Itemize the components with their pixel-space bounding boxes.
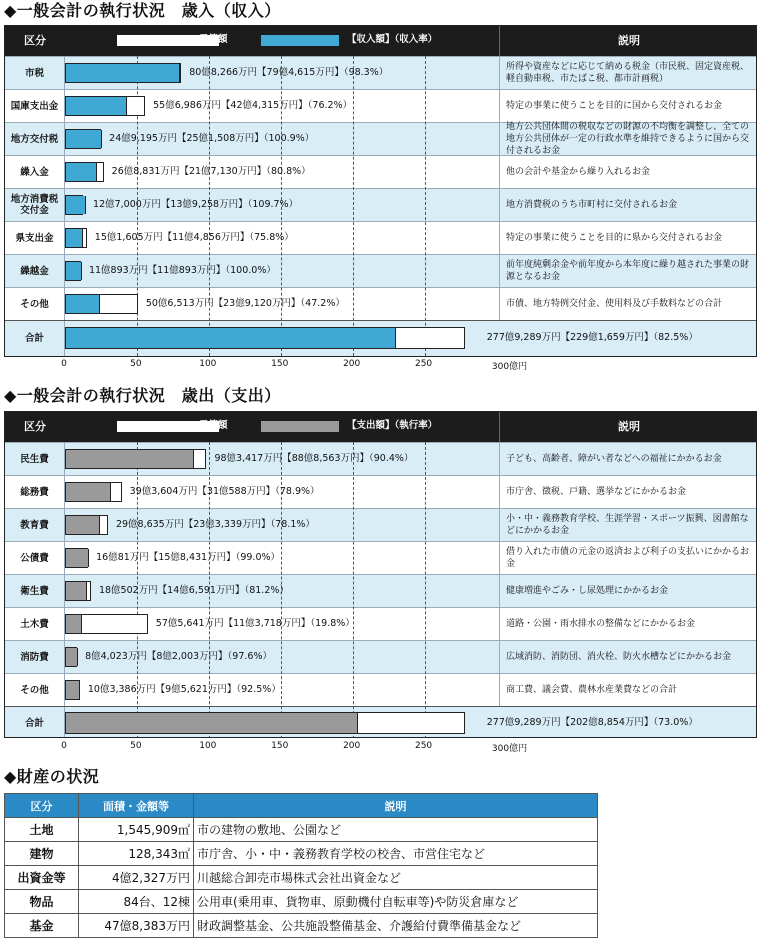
- data-label: 10億3,386万円【9億5,621万円】（92.5%）: [87, 683, 281, 695]
- chart-row: [5, 155, 756, 188]
- chart-row: [5, 607, 756, 640]
- chart-row: [5, 188, 756, 221]
- expenditure-title: ◆一般会計の執行状況 歳出（支出）: [4, 386, 281, 405]
- category-label: 民生費: [5, 443, 65, 475]
- data-label: 50億6,513万円【23億9,120万円】（47.2%）: [145, 297, 345, 309]
- data-label: 277億9,289万円【202億8,854万円】（73.0%）: [486, 716, 698, 728]
- data-label: 26億8,831万円【21億7,130万円】（80.8%）: [111, 165, 311, 177]
- asset-desc: 川越総合卸売市場株式会社出資金など: [194, 866, 598, 890]
- tick-label: 250: [414, 741, 433, 751]
- category-desc: 特定の事業に使うことを目的に県から交付されるお金: [499, 222, 757, 254]
- data-label: 16億81万円【15億8,431万円】（99.0%）: [96, 551, 281, 563]
- tick-label: 50: [130, 359, 142, 369]
- category-label: 地方交付税: [5, 123, 65, 155]
- category-desc: 地方公共団体間の税収などの財源の不均衡を調整し、全ての地方公共団体が一定の行政水準を維持できるように国から交付されるお金: [499, 123, 757, 155]
- tick-label: 300億円: [491, 744, 528, 754]
- chart-row: [5, 89, 756, 122]
- table-row: [5, 818, 598, 842]
- asset-category: 土地: [5, 818, 79, 842]
- tick-label: 200: [343, 741, 361, 751]
- chart-row: [5, 574, 756, 607]
- assets-header-amount: 面積・金額等: [79, 794, 194, 818]
- category-label: 県支出金: [5, 222, 65, 254]
- category-desc: 前年度純剰余金や前年度から本年度に繰り越された事業の財源となるお金: [499, 255, 757, 287]
- data-label: 8億4,023万円【8億2,003万円】（97.6%）: [85, 650, 272, 662]
- expenditure-header-desc: 説明: [499, 412, 757, 442]
- category-label: 合計: [5, 321, 65, 356]
- revenue-header-kubun: 区分: [24, 34, 46, 47]
- category-label: 総務費: [5, 476, 65, 508]
- data-label: 18億502万円【14億6,591万円】（81.2%）: [98, 584, 289, 596]
- assets-header-desc: 説明: [194, 794, 598, 818]
- category-label: 消防費: [5, 641, 65, 673]
- chart-row: [5, 508, 756, 541]
- category-desc: 市債、地方特例交付金、使用料及び手数料などの合計: [499, 288, 757, 320]
- expenditure-header: [5, 412, 756, 442]
- revenue-legend: [65, 26, 499, 56]
- category-label: 地方消費税 交付金: [5, 189, 65, 221]
- chart-row: [5, 320, 756, 356]
- asset-category: 基金: [5, 914, 79, 938]
- chart-row: [5, 287, 756, 320]
- chart-row: [5, 442, 756, 475]
- legend-actual-label: 【収入額】（収入率）: [347, 34, 438, 45]
- chart-row: [5, 706, 756, 738]
- category-desc: 子ども、高齢者、障がい者などへの福祉にかかるお金: [499, 443, 757, 475]
- expenditure-header-kubun: 区分: [24, 420, 46, 433]
- category-label: 教育費: [5, 509, 65, 541]
- asset-category: 出資金等: [5, 866, 79, 890]
- assets-header-row: [5, 794, 598, 818]
- table-row: [5, 914, 598, 938]
- asset-amount: 84台、12棟: [79, 890, 194, 914]
- data-label: 15億1,605万円【11億4,856万円】（75.8%）: [94, 231, 294, 243]
- chart-row: [5, 254, 756, 287]
- tick-label: 150: [271, 359, 289, 369]
- legend-budget-label: 予算額: [199, 420, 228, 431]
- table-row: [5, 842, 598, 866]
- legend-actual-swatch: [261, 35, 339, 46]
- asset-amount: 1,545,909㎡: [79, 818, 194, 842]
- data-label: 12億7,000万円【13億9,258万円】（109.7%）: [93, 198, 299, 210]
- category-desc: 健康増進やごみ・し尿処理にかかるお金: [499, 575, 757, 607]
- table-row: [5, 866, 598, 890]
- assets-table: [4, 793, 598, 938]
- data-label: 11億893万円【11億893万円】（100.0%）: [88, 264, 276, 276]
- revenue-x-axis: [4, 359, 564, 375]
- revenue-header-desc: 説明: [499, 26, 757, 56]
- revenue-header: [5, 26, 756, 56]
- table-row: [5, 890, 598, 914]
- asset-desc: 市庁舎、小・中・義務教育学校の校舎、市営住宅など: [194, 842, 598, 866]
- category-desc: 市庁舎、徴税、戸籍、選挙などにかかるお金: [499, 476, 757, 508]
- asset-desc: 市の建物の敷地、公園など: [194, 818, 598, 842]
- data-label: 39億3,604万円【31億588万円】（78.9%）: [129, 485, 320, 497]
- data-label: 277億9,289万円【229億1,659万円】（82.5%）: [486, 332, 698, 343]
- asset-desc: 財政調整基金、公共施設整備基金、介護給付費準備基金など: [194, 914, 598, 938]
- category-desc: 地方消費税のうち市町村に交付されるお金: [499, 189, 757, 221]
- asset-amount: 47億8,383万円: [79, 914, 194, 938]
- category-label: 公債費: [5, 542, 65, 574]
- expenditure-chart-table: [4, 411, 757, 738]
- assets-title: ◆財産の状況: [4, 767, 100, 786]
- category-label: 土木費: [5, 608, 65, 640]
- category-desc: 借り入れた市債の元金の返済および利子の支払いにかかるお金: [499, 542, 757, 574]
- asset-category: 物品: [5, 890, 79, 914]
- category-label: 市税: [5, 57, 65, 89]
- category-label: その他: [5, 674, 65, 706]
- data-label: 55億6,986万円【42億4,315万円】（76.2%）: [153, 99, 353, 111]
- tick-label: 0: [61, 741, 67, 751]
- category-desc: 広域消防、消防団、消火栓、防火水槽などにかかるお金: [499, 641, 757, 673]
- asset-amount: 4億2,327万円: [79, 866, 194, 890]
- chart-row: [5, 221, 756, 254]
- chart-row: [5, 475, 756, 508]
- tick-label: 100: [199, 741, 217, 751]
- expenditure-legend: [65, 412, 499, 442]
- data-label: 24億9,195万円【25億1,508万円】（100.9%）: [109, 132, 315, 144]
- legend-budget-label: 予算額: [199, 34, 228, 45]
- data-label: 98億3,417万円【88億8,563万円】（90.4%）: [214, 452, 414, 464]
- category-label: 繰入金: [5, 156, 65, 188]
- chart-row: [5, 640, 756, 673]
- data-label: 80億8,266万円【79億4,615万円】（98.3%）: [189, 66, 389, 78]
- category-label: その他: [5, 288, 65, 320]
- tick-label: 0: [61, 359, 67, 369]
- asset-category: 建物: [5, 842, 79, 866]
- legend-actual-label: 【支出額】（執行率）: [347, 420, 438, 431]
- chart-row: [5, 673, 756, 706]
- category-desc: 商工費、議会費、農林水産業費などの合計: [499, 674, 757, 706]
- asset-amount: 128,343㎡: [79, 842, 194, 866]
- tick-label: 100: [199, 359, 217, 369]
- category-label: 国庫支出金: [5, 90, 65, 122]
- tick-label: 300億円: [491, 362, 528, 372]
- tick-label: 250: [414, 359, 433, 369]
- category-label: 衛生費: [5, 575, 65, 607]
- category-desc: 所得や資産などに応じて納める税金（市民税、固定資産税、軽自動車税、市たばこ税、都市計画税）: [499, 57, 757, 89]
- category-desc: 他の会計や基金から繰り入れるお金: [499, 156, 757, 188]
- category-label: 繰越金: [5, 255, 65, 287]
- legend-actual-swatch: [261, 421, 339, 432]
- category-desc: 道路・公園・雨水排水の整備などにかかるお金: [499, 608, 757, 640]
- revenue-title: ◆一般会計の執行状況 歳入（収入）: [4, 1, 281, 20]
- tick-label: 50: [130, 741, 142, 751]
- tick-label: 200: [343, 359, 361, 369]
- tick-label: 150: [271, 741, 289, 751]
- data-label: 29億8,635万円【23億3,339万円】（78.1%）: [115, 518, 315, 530]
- chart-row: [5, 541, 756, 574]
- category-desc: 小・中・義務教育学校、生涯学習・スポーツ振興、図書館などにかかるお金: [499, 509, 757, 541]
- category-label: 合計: [5, 707, 65, 738]
- revenue-chart-table: [4, 25, 757, 357]
- chart-row: [5, 122, 756, 155]
- assets-header-kubun: 区分: [5, 794, 79, 818]
- data-label: 57億5,641万円【11億3,718万円】（19.8%）: [155, 617, 355, 629]
- category-desc: 特定の事業に使うことを目的に国から交付されるお金: [499, 90, 757, 122]
- chart-row: [5, 56, 756, 89]
- asset-desc: 公用車(乗用車、貨物車、原動機付自転車等)や防災倉庫など: [194, 890, 598, 914]
- expenditure-x-axis: [4, 741, 564, 757]
